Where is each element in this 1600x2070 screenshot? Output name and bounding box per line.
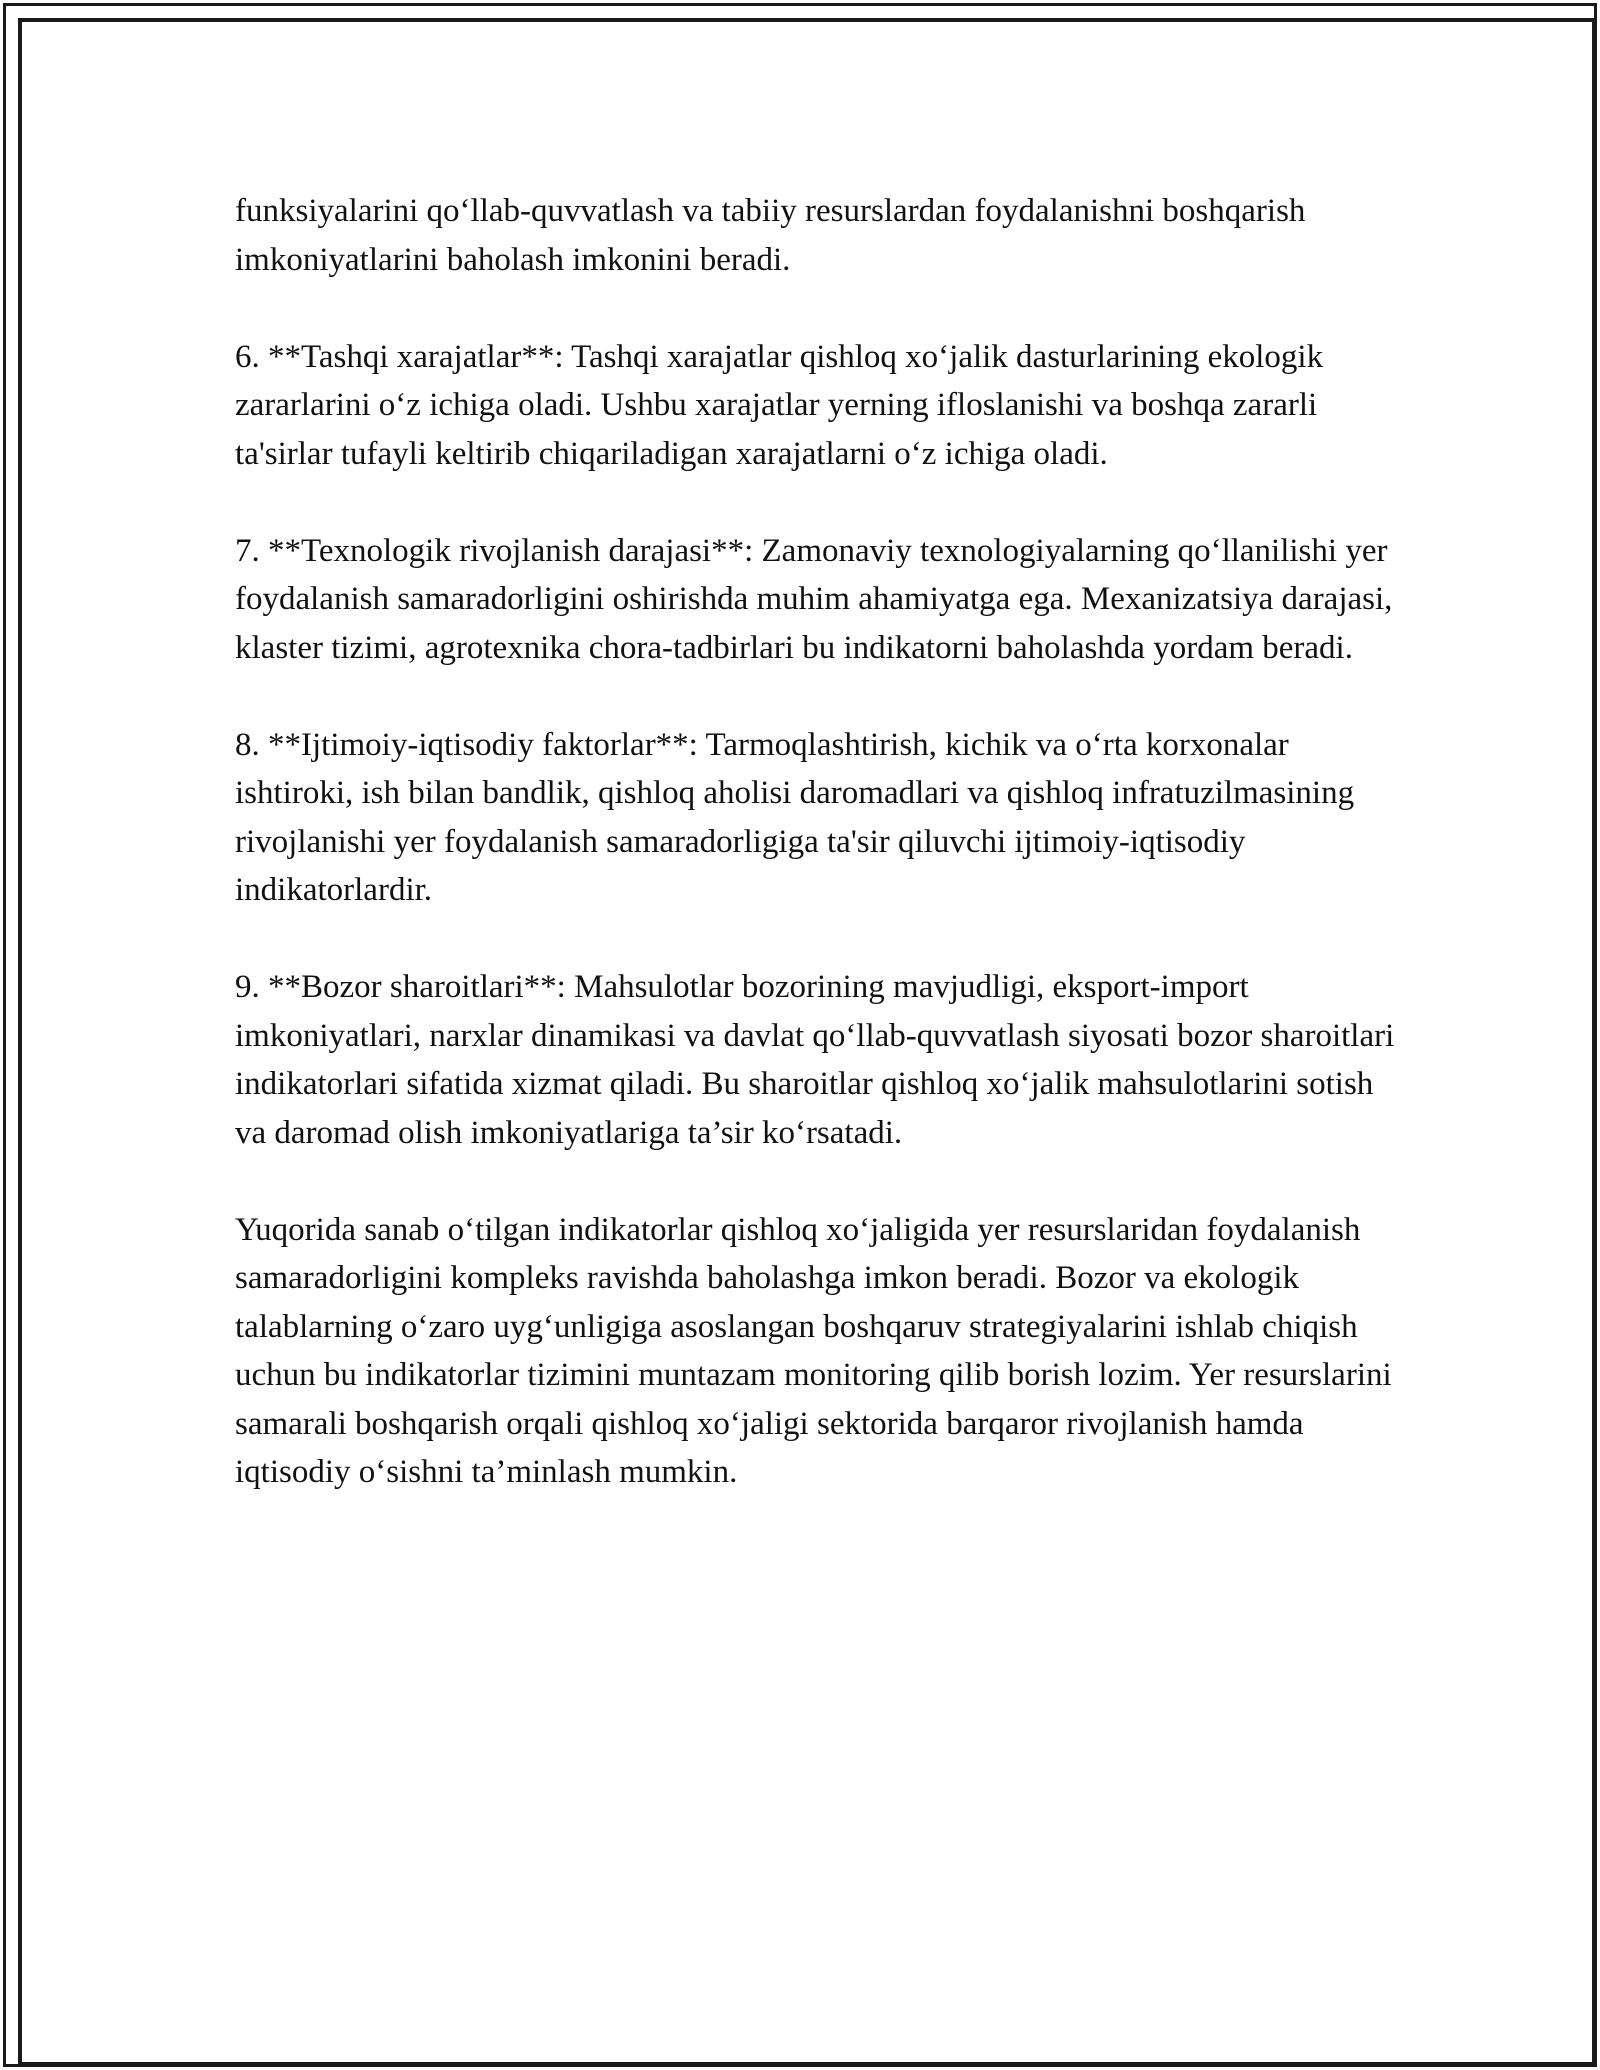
paragraph-conclusion: Yuqorida sanab o‘tilgan indikatorlar qishloq xo‘jaligida yer resurslaridan foydalanish samaradorligini kompleks ravishda baholashga imkon beradi. Bozor va ekologik talablarning o‘zaro uyg‘unligiga asoslangan boshqaruv strategiyalarini ishlab chiqish uchun bu indikatorlar tizimini muntazam monitoring qilib borish lozim. Yer resurslarini samarali boshqarish orqali qishloq xo‘jaligi sektorida barqaror rivojlanish hamda iqtisodiy o‘sishni ta’minlash mumkin. <box>235 1211 1392 1490</box>
paragraph-ijtimoiy-iqtisodiy: 8. **Ijtimoiy-iqtisodiy faktorlar**: Tarmoqlashtirish, kichik va o‘rta korxonalar ishtiroki, ish bilan bandlik, qishloq aholisi daromadlari va qishloq infratuzilmasining rivojlanishi yer foydalanish samaradorligiga ta'sir qiluvchi ijtimoiy-iqtisodiy indikatorlardir. <box>235 726 1355 908</box>
paragraph-tashqi-xarajatlar: 6. **Tashqi xarajatlar**: Tashqi xarajatlar qishloq xo‘jalik dasturlarining ekologik zararlarini o‘z ichiga oladi. Ushbu xarajatlar yerning ifloslanishi va boshqa zararli ta'sirlar tufayli keltirib chiqariladigan xarajatlarni o‘z ichiga oladi. <box>235 338 1324 472</box>
paragraph-bozor-sharoitlari: 9. **Bozor sharoitlari**: Mahsulotlar bozorining mavjudligi, eksport-import imkoniyatlari, narxlar dinamikasi va davlat qo‘llab-quvvatlash siyosati bozor sharoitlari indikatorlari sifatida xizmat qiladi. Bu sharoitlar qishloq xo‘jalik mahsulotlarini sotish va daromad olish imkoniyatlariga ta’sir ko‘rsatadi. <box>235 969 1395 1151</box>
paragraph-continuation: funksiyalarini qo‘llab-quvvatlash va tabiiy resurslardan foydalanishni boshqarish imkoniyatlarini baholash imkonini beradi. <box>235 193 1306 278</box>
paragraph-texnologik-rivojlanish: 7. **Texnologik rivojlanish darajasi**: Zamonaviy texnologiyalarning qo‘llanilishi yer foydalanish samaradorligini oshirishda muhim ahamiyatga ega. Mexanizatsiya darajasi, klaster tizimi, agrotexnika chora-tadbirlari bu indikatorni baholashda yordam beradi. <box>235 532 1393 666</box>
document-body <box>235 187 1410 1545</box>
